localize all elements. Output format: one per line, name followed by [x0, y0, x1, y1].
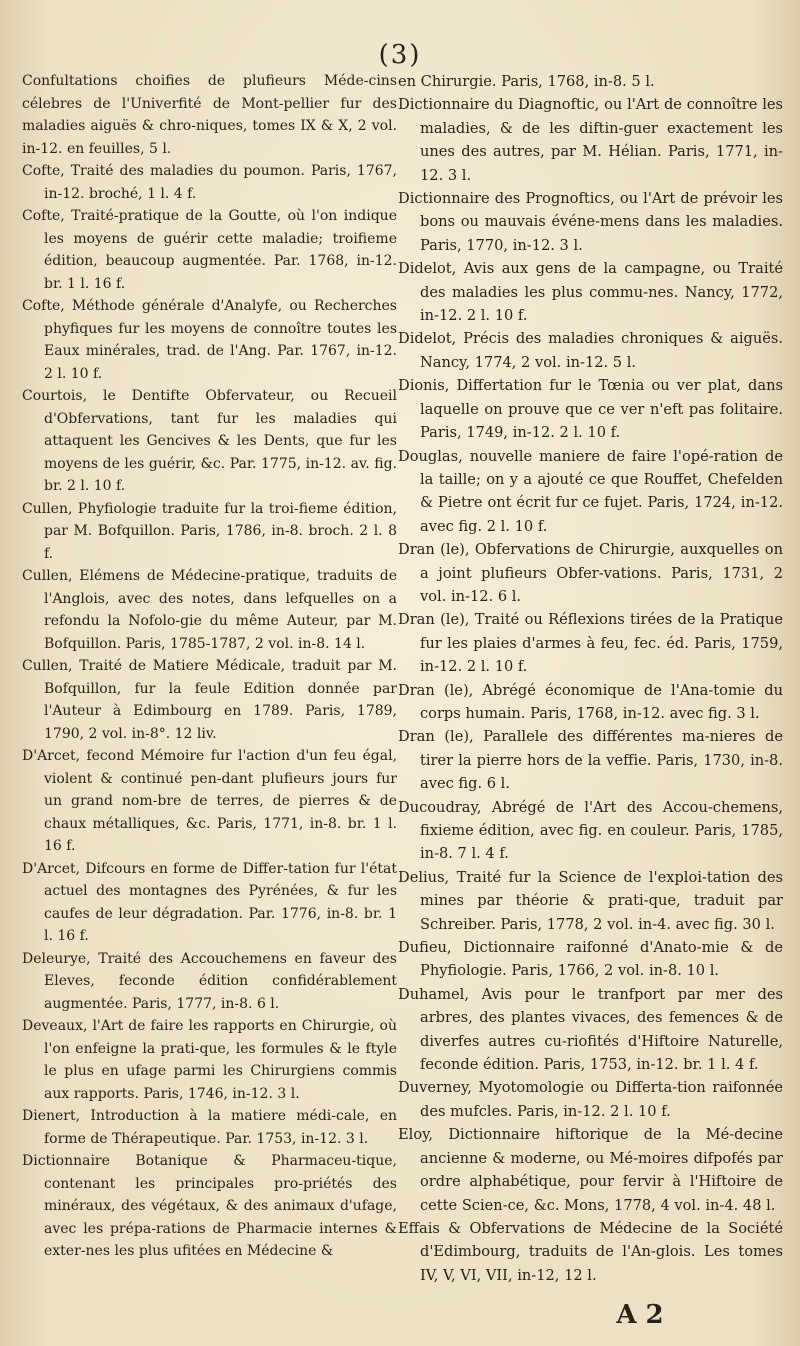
- catalog-entry: Cofte, Méthode générale d'Analyfe, ou Recherches phyfiques fur les moyens de connoître toutes les Eaux minérales, trad. de l'Ang. Par. 1767, in-12. 2 l. 10 f.: [22, 298, 397, 382]
- catalog-entry: Duhamel, Avis pour le tranfport par mer des arbres, des plantes vivaces, des femences & de diverfes autres cu-riofités d'Hiftoire Naturelle, feconde édition. Paris, 1753, in-12. br. 1 l. 4 f.: [398, 985, 783, 1074]
- catalog-entry: Cullen, Phyfiologie traduite fur la troi-fieme édition, par M. Bofquillon. Paris, 1786, in-8. broch. 2 l. 8 f.: [22, 500, 397, 562]
- catalog-entry: Cofte, Traité des maladies du poumon. Paris, 1767, in-12. broché, 1 l. 4 f.: [22, 163, 397, 202]
- catalog-entry: Dufieu, Dictionnaire raifonné d'Anato-mie & de Phyfiologie. Paris, 1766, 2 vol. in-8. 10 l.: [398, 939, 783, 980]
- catalog-entry: Delius, Traité fur la Science de l'exploi-tation des mines par théorie & prati-que, traduit par Schreiber. Paris, 1778, 2 vol. in-4. avec fig. 30 l.: [398, 868, 783, 933]
- catalog-entry: Ducoudray, Abrégé de l'Art des Accou-chemens, fixieme édition, avec fig. en couleur. Paris, 1785, in-8. 7 l. 4 f.: [398, 798, 783, 863]
- catalog-entry: Dictionnaire Botanique & Pharmaceu-tique, contenant les principales pro-priétés des minéraux, des végétaux, & des animaux d'ufage, avec les prépa-rations de Pharmacie internes & exter-nes les plus ufitées en Médecine &: [22, 1153, 397, 1259]
- catalog-entry: Cofte, Traité-pratique de la Goutte, où l'on indique les moyens de guérir cette maladie; troifieme édition, beaucoup augmentée. Par. 1768, in-12. br. 1 l. 16 f.: [22, 208, 397, 292]
- signature-mark: A 2: [616, 1300, 664, 1330]
- left-column: [22, 40, 397, 1263]
- catalog-entry: Courtois, le Dentifte Obfervateur, ou Recueil d'Obfervations, tant fur les maladies qui attaquent les Gencives & les Dents, que fur les moyens de les guérir, &c. Par. 1775, in-12. av. fig. br. 2 l. 10 f.: [22, 388, 397, 494]
- catalog-entry: D'Arcet, Difcours en forme de Differ-tation fur l'état actuel des montagnes des Pyrénées, & fur les caufes de leur dégradation. Par. 1776, in-8. br. 1 l. 16 f.: [22, 860, 397, 944]
- catalog-entry: Dionis, Differtation fur le Tœnia ou ver plat, dans laquelle on prouve que ce ver n'eft pas folitaire. Paris, 1749, in-12. 2 l. 10 f.: [398, 377, 783, 442]
- catalog-entry: Effais & Obfervations de Médecine de la Société d'Edimbourg, traduits de l'An-glois. Les tomes IV, V, VI, VII, in-12, 12 l.: [398, 1219, 783, 1284]
- catalog-entry: Dran (le), Obfervations de Chirurgie, auxquelles on a joint plufieurs Obfer-vations. Paris, 1731, 2 vol. in-12. 6 l.: [398, 541, 783, 605]
- catalog-entry: en Chirurgie. Paris, 1768, in-8. 5 l.: [398, 73, 655, 90]
- catalog-entry: Douglas, nouvelle maniere de faire l'opé-ration de la taille; on y a ajouté ce que Rouffet, Chefelden & Pietre ont écrit fur ce fujet. Paris, 1724, in-12. avec fig. 2 l. 10 f.: [398, 447, 783, 535]
- catalog-entry: Dictionnaire du Diagnoftic, ou l'Art de connoître les maladies, & de les diftin-guer exactement les unes des autres, par M. Hélian. Paris, 1771, in-12. 3 l.: [398, 96, 783, 184]
- catalog-entry: Didelot, Avis aux gens de la campagne, ou Traité des maladies les plus commu-nes. Nancy, 1772, in-12. 2 l. 10 f.: [398, 260, 783, 325]
- catalog-entry: Eloy, Dictionnaire hiftorique de la Mé-decine ancienne & moderne, ou Mé-moires difpofés par ordre alphabétique, pour fervir à l'Hiftoire de cette Scien-ce, &c. Mons, 1778, 4 vol. in-4. 48 l.: [398, 1126, 783, 1214]
- page-number: (3): [378, 40, 422, 70]
- catalog-entry: Dran (le), Parallele des différentes ma-nieres de tirer la pierre hors de la veffie. Paris, 1730, in-8. avec fig. 6 l.: [398, 728, 783, 793]
- catalog-entry: Dran (le), Traité ou Réflexions tirées de la Pratique fur les plaies d'armes à feu, fec. éd. Paris, 1759, in-12. 2 l. 10 f.: [398, 611, 783, 676]
- catalog-entry: Duverney, Myotomologie ou Differta-tion raifonnée des mufcles. Paris, in-12. 2 l. 10 f.: [398, 1079, 783, 1120]
- catalog-entry: Didelot, Précis des maladies chroniques & aiguës. Nancy, 1774, 2 vol. in-12. 5 l.: [398, 330, 783, 371]
- catalog-entry: Confultations choifies de plufieurs Méde-cins célebres de l'Univerfité de Mont-pellier fur des maladies aiguës & chro-niques, tomes IX & X, 2 vol. in-12. en feuilles, 5 l.: [22, 73, 397, 157]
- catalog-entry: Cullen, Traité de Matiere Médicale, traduit par M. Bofquillon, fur la feule Edition donnée par l'Auteur à Edimbourg en 1789. Paris, 1789, 1790, 2 vol. in-8°. 12 liv.: [22, 658, 397, 742]
- catalog-entry: Dran (le), Abrégé économique de l'Ana-tomie du corps humain. Paris, 1768, in-12. avec fig. 3 l.: [398, 681, 783, 722]
- catalog-entry: Dictionnaire des Prognoftics, ou l'Art de prévoir les bons ou mauvais événe-mens dans les maladies. Paris, 1770, in-12. 3 l.: [398, 190, 783, 254]
- catalog-entry: Dienert, Introduction à la matiere médi-cale, en forme de Thérapeutique. Par. 1753, in-12. 3 l.: [22, 1108, 397, 1147]
- catalog-entry: D'Arcet, fecond Mémoire fur l'action d'un feu égal, violent & continué pen-dant plufieurs jours fur un grand nom-bre de terres, de pierres & de chaux métalliques, &c. Paris, 1771, in-8. br. 1 l. 16 f.: [22, 748, 397, 854]
- catalog-entry: Cullen, Elémens de Médecine-pratique, traduits de l'Anglois, avec des notes, dans lefquelles on a refondu la Nofolo-gie du même Auteur, par M. Bofquillon. Paris, 1785-1787, 2 vol. in-8. 14 l.: [22, 568, 397, 652]
- catalog-entry: Deveaux, l'Art de faire les rapports en Chirurgie, où l'on enfeigne la prati-que, les formules & le ftyle le plus en ufage parmi les Chirurgiens commis aux rapports. Paris, 1746, in-12. 3 l.: [22, 1018, 397, 1102]
- right-column: [398, 40, 783, 1287]
- catalog-entry: Deleurye, Traité des Accouchemens en faveur des Eleves, feconde édition confidérablement augmentée. Paris, 1777, in-8. 6 l.: [22, 950, 397, 1012]
